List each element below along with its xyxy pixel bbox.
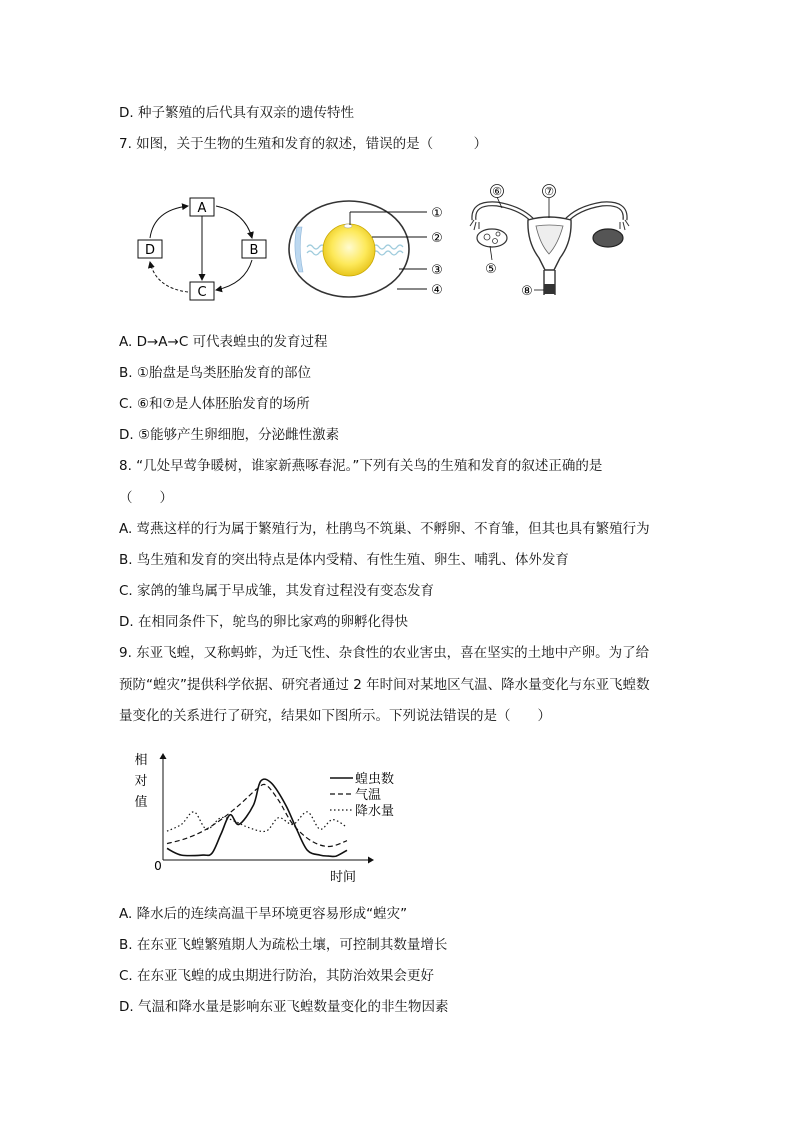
uterus-label-6: ⑥ bbox=[492, 185, 502, 198]
y-label-char-1: 相 bbox=[134, 753, 148, 768]
bird-egg-diagram bbox=[287, 197, 457, 307]
yolk bbox=[323, 224, 375, 276]
egg-label-2: ② bbox=[431, 231, 443, 246]
q6-option-d: D. 种子繁殖的后代具有双亲的遗传特性 bbox=[119, 105, 354, 121]
q8-option-a: A. 莺燕这样的行为属于繁殖行为，杜鹃鸟不筑巢、不孵卵、不育雏，但其也具有繁殖行为 bbox=[119, 521, 650, 537]
q8-option-b: B. 鸟生殖和发育的突出特点是体内受精、有性生殖、卵生、哺乳、体外发育 bbox=[119, 552, 569, 568]
y-label-char-2: 对 bbox=[134, 774, 148, 789]
series-line-3 bbox=[167, 812, 347, 832]
uterus-label-5: ⑤ bbox=[485, 262, 497, 277]
q7-stem: 7. 如图，关于生物的生殖和发育的叙述，错误的是（ ） bbox=[119, 136, 488, 152]
q9-stem-line1: 9. 东亚飞蝗，又称蚂蚱，为迁飞性、杂食性的农业害虫，喜在坚实的土地中产卵。为了给 bbox=[119, 645, 650, 661]
q8-option-d: D. 在相同条件下，鸵鸟的卵比家鸡的卵孵化得快 bbox=[119, 614, 408, 630]
legend-label-2: 气温 bbox=[355, 788, 382, 803]
q7-option-b: B. ①胎盘是鸟类胚胎发育的部位 bbox=[119, 365, 311, 381]
germinal-disc bbox=[344, 224, 352, 228]
x-axis-label: 时间 bbox=[329, 870, 357, 885]
uterus-label-8: ⑧ bbox=[521, 284, 533, 299]
origin-label: 0 bbox=[154, 859, 162, 873]
legend bbox=[330, 771, 394, 819]
q7-option-d: D. ⑤能够产生卵细胞，分泌雌性激素 bbox=[119, 427, 340, 443]
q9-option-b: B. 在东亚飞蝗繁殖期人为疏松土壤，可控制其数量增长 bbox=[119, 937, 448, 953]
q9-option-c: C. 在东亚飞蝗的成虫期进行防治，其防治效果会更好 bbox=[119, 968, 435, 984]
legend-label-1: 蝗虫数 bbox=[355, 772, 395, 787]
q7-option-a: A. D→A→C 可代表蝗虫的发育过程 bbox=[119, 334, 328, 350]
cycle-label-c: C bbox=[197, 285, 207, 300]
ovary-left bbox=[477, 229, 507, 247]
series-line-1 bbox=[167, 779, 347, 856]
locust-chart bbox=[125, 748, 415, 888]
q9-stem-line2: 预防“蝗灾”提供科学依据、研究者通过 2 年时间对某地区气温、降水量变化与东亚飞蝗数 bbox=[119, 677, 650, 693]
q9-option-d: D. 气温和降水量是影响东亚飞蝗数量变化的非生物因素 bbox=[119, 999, 449, 1015]
q7-option-c: C. ⑥和⑦是人体胚胎发育的场所 bbox=[119, 396, 310, 412]
q9-option-a: A. 降水后的连续高温干旱环境更容易形成“蝗灾” bbox=[119, 906, 408, 922]
cycle-label-a: A bbox=[197, 201, 207, 216]
egg-label-4: ④ bbox=[431, 283, 443, 298]
uterus-diagram bbox=[462, 180, 637, 302]
legend-label-3: 降水量 bbox=[355, 804, 395, 819]
q8-stem-line1: 8. “几处早莺争暖树，谁家新燕啄春泥。”下列有关鸟的生殖和发育的叙述正确的是 bbox=[119, 458, 603, 474]
cycle-label-b: B bbox=[249, 243, 259, 258]
life-cycle-diagram bbox=[130, 192, 280, 307]
cycle-label-d: D bbox=[144, 243, 156, 258]
egg-label-3: ③ bbox=[431, 263, 443, 278]
q8-stem-line2: （ ） bbox=[119, 490, 173, 506]
uterus-label-7: ⑦ bbox=[544, 185, 554, 198]
y-label-char-3: 值 bbox=[134, 795, 148, 810]
ovary-right bbox=[593, 229, 623, 247]
q8-option-c: C. 家鸽的雏鸟属于早成雏，其发育过程没有变态发育 bbox=[119, 583, 435, 599]
egg-label-1: ① bbox=[431, 206, 443, 221]
q9-stem-line3: 量变化的关系进行了研究，结果如下图所示。下列说法错误的是（ ） bbox=[119, 708, 551, 724]
